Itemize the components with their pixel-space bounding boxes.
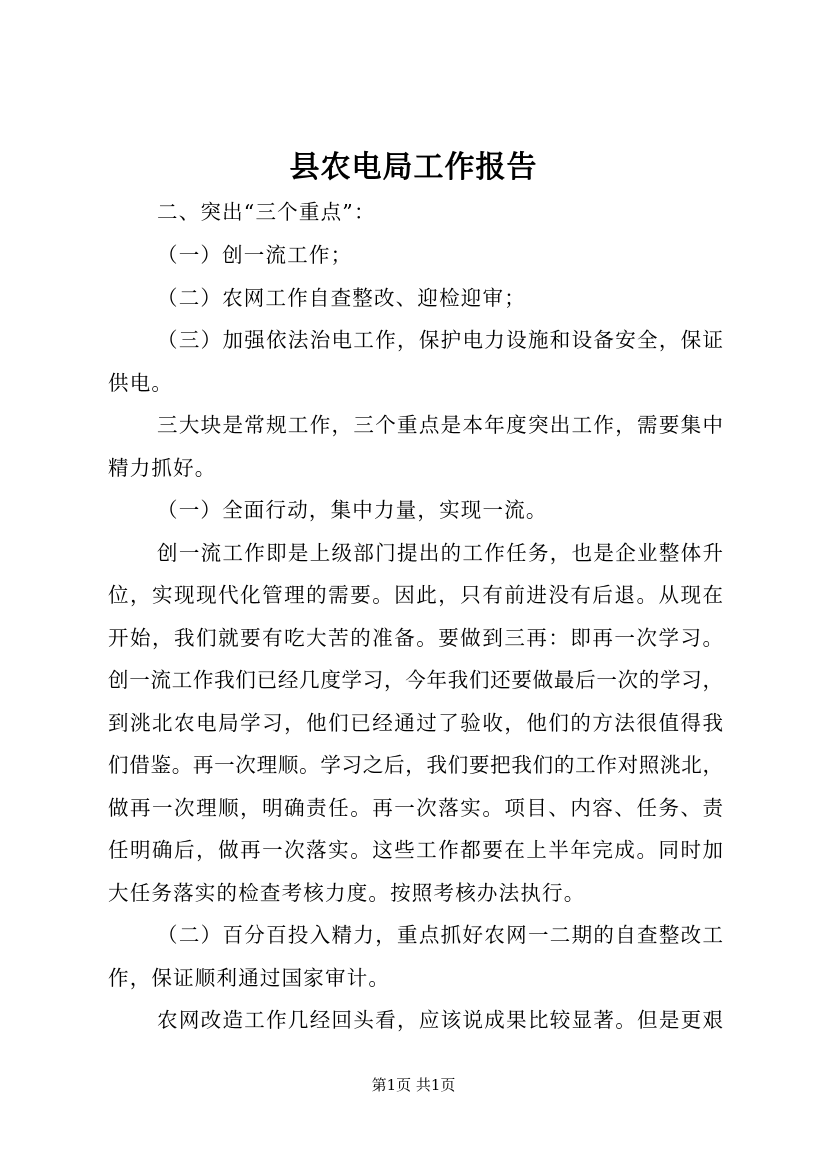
text-line: 开始，我们就要有吃大苦的准备。要做到三再：即再一次学习。 xyxy=(108,626,723,650)
text-line: （二）百分百投入精力，重点抓好农网一二期的自查整改工 xyxy=(157,923,723,947)
text-line: 二、突出“三个重点”： xyxy=(157,200,376,224)
text-line: 们借鉴。再一次理顺。学习之后，我们要把我们的工作对照洮北， xyxy=(108,753,723,777)
text-line: 大任务落实的检查考核力度。按照考核办法执行。 xyxy=(108,881,586,905)
page-footer: 第1页 共1页 xyxy=(371,1076,456,1094)
text-line: 供电。 xyxy=(108,371,174,395)
text-line: 创一流工作我们已经几度学习，今年我们还要做最后一次的学习， xyxy=(108,668,723,692)
text-line: 做再一次理顺，明确责任。再一次落实。项目、内容、任务、责 xyxy=(108,796,723,820)
text-line: 作，保证顺利通过国家审计。 xyxy=(108,966,391,990)
text-line: 三大块是常规工作，三个重点是本年度突出工作，需要集中 xyxy=(157,413,723,437)
text-line: 任明确后，做再一次落实。这些工作都要在上半年完成。同时加 xyxy=(108,838,723,862)
text-line: （一）创一流工作； xyxy=(157,243,353,267)
text-line: 到洮北农电局学习，他们已经通过了验收，他们的方法很值得我 xyxy=(108,711,723,735)
text-line: 创一流工作即是上级部门提出的工作任务，也是企业整体升 xyxy=(157,541,723,565)
document-title: 县农电局工作报告 xyxy=(289,150,538,185)
text-line: 精力抓好。 xyxy=(108,456,217,480)
text-line: 位，实现现代化管理的需要。因此，只有前进没有后退。从现在 xyxy=(108,583,723,607)
text-line: （一）全面行动，集中力量，实现一流。 xyxy=(157,498,548,522)
text-line: （三）加强依法治电工作，保护电力设施和设备安全，保证 xyxy=(157,328,723,352)
text-line: （二）农网工作自查整改、迎检迎审； xyxy=(157,286,526,310)
text-line: 农网改造工作几经回头看，应该说成果比较显著。但是更艰 xyxy=(157,1008,723,1032)
